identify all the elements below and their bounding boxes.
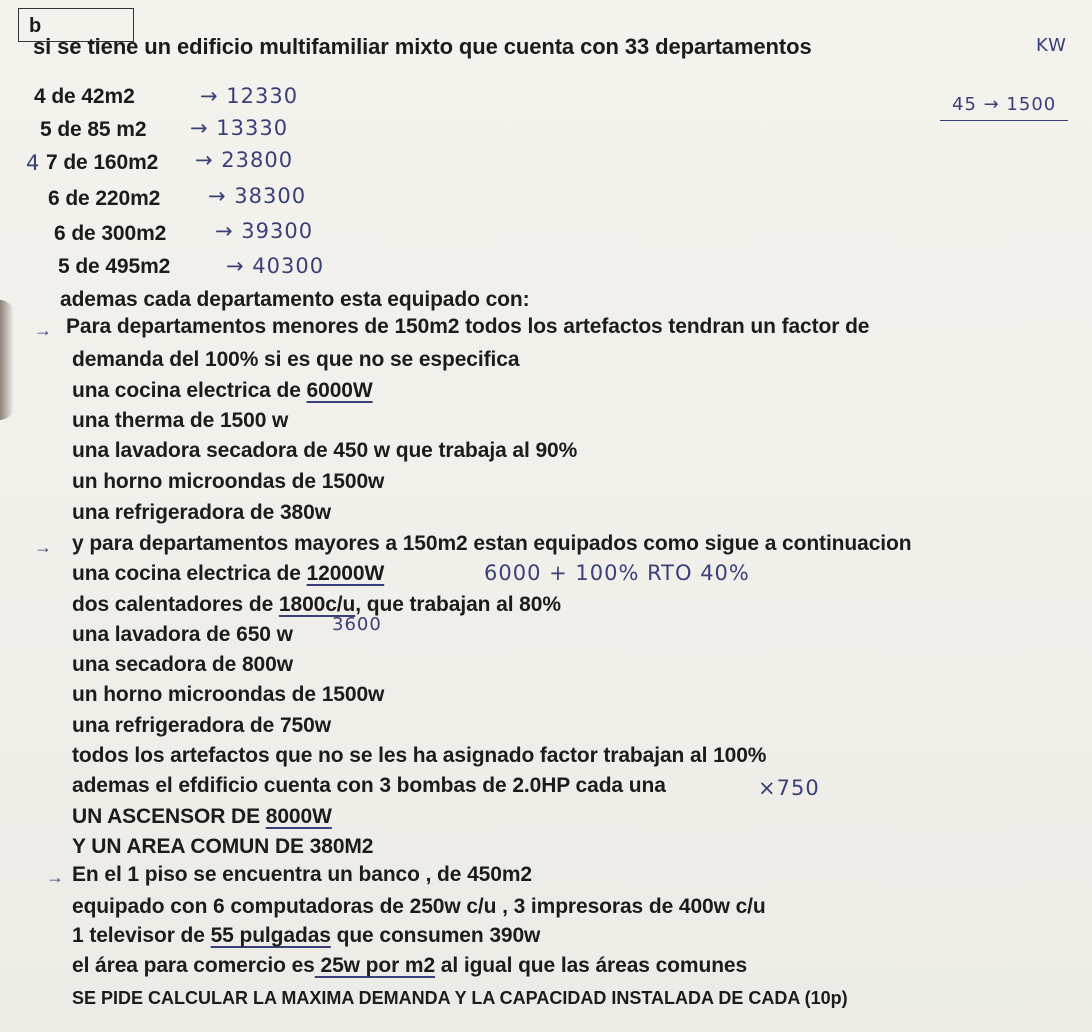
unit-note-5: → 39300 [215,219,314,243]
task-line: SE PIDE CALCULAR LA MAXIMA DEMANDA Y LA CAPACIDAD INSTALADA DE CADA (10p) [72,988,848,1008]
unit-note-4: → 38300 [208,184,307,208]
unit-note-6: → 40300 [226,254,325,278]
equipped-intro: ademas cada departamento esta equipado con: [60,288,530,311]
unit-line-5: 6 de 300m2 [54,222,167,245]
unit-line-4: 6 de 220m2 [48,187,161,210]
large-item-2: dos calentadores de 1800c/u, que trabajan al 80% [72,593,561,616]
intro-line: si se tiene un edificio multifamiliar mixto que cuenta con 33 departamentos [33,34,812,59]
margin-note-kw: KW [1036,35,1067,56]
arrow-icon: → [34,320,52,340]
ascensor-line: UN ASCENSOR DE 8000W [72,805,332,828]
large-item-1: una cocina electrica de 12000W [72,562,385,585]
unit-note-1: → 12330 [200,84,299,108]
large-dept-line-1: y para departamentos mayores a 150m2 estan equipados como sigue a continuacion [72,532,912,555]
bank-line-2: equipado con 6 computadoras de 250w c/u , 3 impresoras de 400w c/u [72,895,766,918]
margin-note-ratio: 45 → 1500 [952,94,1057,115]
unit-note-2: → 13330 [190,116,289,140]
bank-line-3: 1 televisor de 55 pulgadas que consumen 390w [72,924,541,947]
large-item-5: un horno microondas de 1500w [72,683,385,706]
small-item-4: un horno microondas de 1500w [72,470,385,493]
margin-note-calentador: 3600 [332,614,382,635]
small-dept-line-2: demanda del 100% si es que no se especifica [72,348,520,371]
arrow-icon: → [34,537,52,557]
small-dept-line-1: Para departamentos menores de 150m2 todos los artefactos tendran un factor de [66,315,870,338]
unit-line-1: 4 de 42m2 [34,85,135,108]
small-item-2: una therma de 1500 w [72,409,289,432]
small-item-5: una refrigeradora de 380w [72,501,331,524]
small-item-1: una cocina electrica de 6000W [72,379,373,402]
margin-note-bombas: ×750 [758,776,820,800]
arrow-icon: → [46,867,64,887]
unit-line-6: 5 de 495m2 [58,255,171,278]
page-edge-shadow [0,300,14,420]
unit-note-3: → 23800 [195,148,294,172]
bank-line-4: el área para comercio es 25w por m2 al igual que las áreas comunes [72,954,748,977]
margin-note-cocina: 6000 + 100% RTO 40% [484,561,750,585]
factor-line: todos los artefactos que no se les ha asignado factor trabajan al 100% [72,744,767,767]
unit-line-2: 5 de 85 m2 [40,118,147,141]
header-box: b [18,8,134,42]
unit-line-3: 7 de 160m2 [46,151,159,174]
area-comun-line: Y UN AREA COMUN DE 380M2 [72,835,374,858]
large-item-3: una lavadora de 650 w [72,623,293,646]
unit-prefix-3: 4 [26,151,41,175]
bank-line-1: En el 1 piso se encuentra un banco , de 450m2 [72,863,532,886]
bombas-line: ademas el efdificio cuenta con 3 bombas de 2.0HP cada una [72,774,666,797]
ratio-underline [940,120,1068,121]
large-item-4: una secadora de 800w [72,653,293,676]
large-item-6: una refrigeradora de 750w [72,714,331,737]
small-item-3: una lavadora secadora de 450 w que trabaja al 90% [72,439,578,462]
